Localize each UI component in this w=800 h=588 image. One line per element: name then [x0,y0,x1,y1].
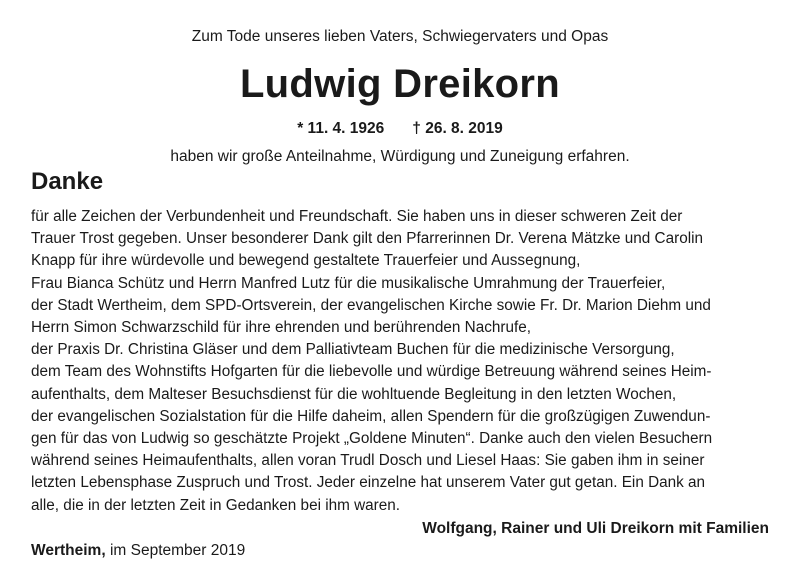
body-line: aufenthalts, dem Malteser Besuchsdienst für die wohltuende Begleitung in den letzten Wochen, [31,385,677,403]
thanks-body [31,206,781,517]
body-line: Trauer Trost gegeben. Unser besonderer Dank gilt den Pfarrerinnen Dr. Verena Mätzke und Carolin [31,230,704,248]
family-signature: Wolfgang, Rainer und Uli Dreikorn mit Familien [422,520,769,537]
death-date: † 26. 8. 2019 [412,120,503,137]
body-line: der evangelischen Sozialstation für die Hilfe daheim, allen Spendern für die großzügigen Zuwendun- [31,407,711,425]
body-line: Knapp für ihre würdevolle und bewegend gestaltete Trauerfeier und Aussegnung, [31,252,581,270]
body-line: der Stadt Wertheim, dem SPD-Ortsverein, der evangelischen Kirche sowie Fr. Dr. Marion Diehm und [31,296,711,314]
body-line: während seines Heimaufenthalts, allen voran Trudl Dosch und Liesel Haas: Sie gaben ihm in seiner [31,452,705,470]
place-name: Wertheim, [31,542,106,559]
body-line: Herrn Simon Schwarzschild für ihre ehrenden und berührenden Nachrufe, [31,319,531,337]
place-date [31,542,245,560]
body-line: für alle Zeichen der Verbundenheit und Freundschaft. Sie haben uns in dieser schweren Zeit der [31,208,683,225]
thanks-heading: Danke [31,168,104,195]
birth-date: * 11. 4. 1926 [297,120,385,137]
body-line: alle, die in der letzten Zeit in Gedanken bei ihm waren. [31,496,401,514]
notice-date: im September 2019 [109,542,246,559]
intro-line: Zum Tode unseres lieben Vaters, Schwiegervaters und Opas [191,28,609,45]
body-line: der Praxis Dr. Christina Gläser und dem Palliativteam Buchen für die medizinische Versorgung, [31,341,675,359]
body-line: letzten Lebensphase Zuspruch und Trost. Jeder einzelne hat unserem Vater gut getan. Ein Dank an [31,474,706,492]
received-line: haben wir große Anteilnahme, Würdigung und Zuneigung erfahren. [170,148,630,165]
body-line: dem Team des Wohnstifts Hofgarten für die liebevolle und würdige Betreuung während seines Heim- [31,363,712,381]
deceased-name: Ludwig Dreikorn [239,62,561,106]
body-line: Frau Bianca Schütz und Herrn Manfred Lutz für die musikalische Umrahmung der Trauerfeier, [31,274,666,292]
life-dates [0,120,800,138]
body-line: gen für das von Ludwig so geschätzte Projekt „Goldene Minuten“. Danke auch den vielen Besuchern [31,430,713,448]
